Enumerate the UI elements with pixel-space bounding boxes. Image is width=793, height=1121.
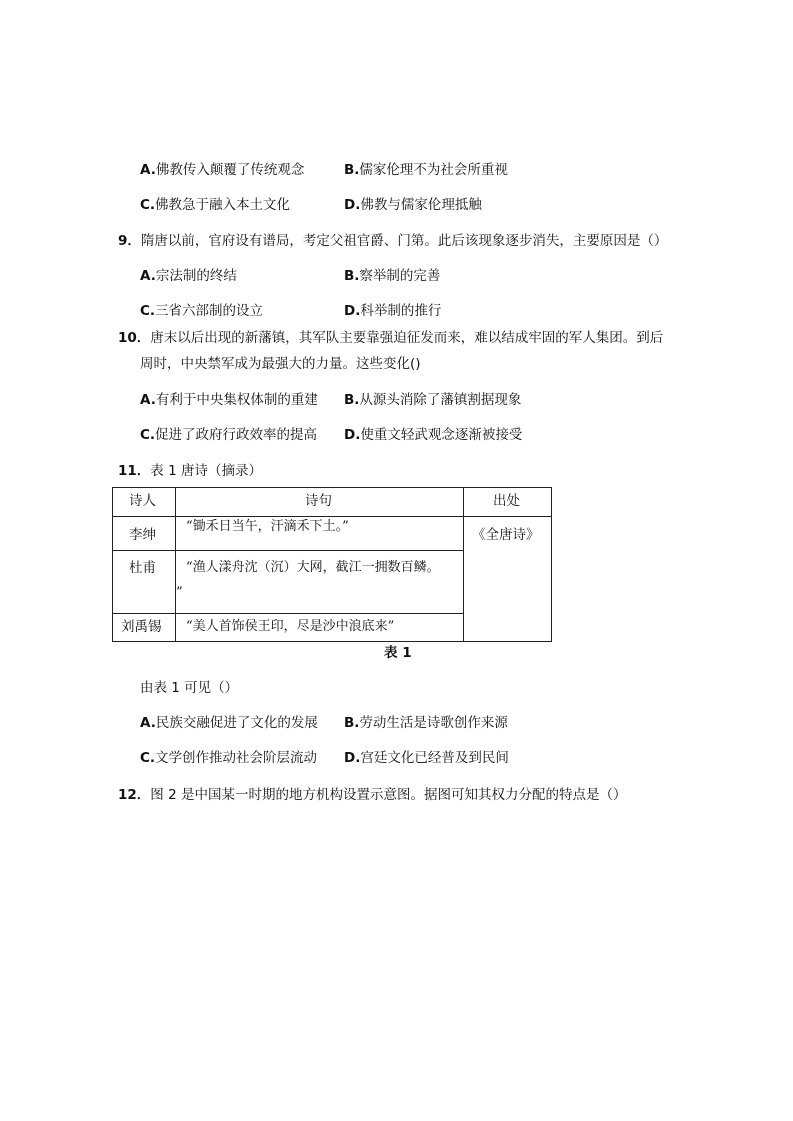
option-text: 劳动生活是诗歌创作来源 — [359, 715, 508, 731]
q10-option-a — [140, 391, 318, 409]
option-letter: D. — [344, 197, 361, 213]
option-text: 佛教传入颠覆了传统观念 — [155, 162, 305, 178]
q12-stem — [118, 786, 626, 804]
option-text: 儒家伦理不为社会所重视 — [359, 162, 508, 178]
q8-option-a — [140, 161, 304, 179]
table-poet: 杜甫 — [129, 560, 156, 576]
option-text: 宗法制的终结 — [155, 268, 237, 284]
option-letter: C. — [140, 303, 156, 319]
q11-option-a — [140, 714, 318, 732]
q8-option-b — [344, 161, 508, 179]
question-number: 10． — [118, 330, 151, 346]
option-letter: C. — [140, 197, 156, 213]
table-header-verse: 诗句 — [305, 493, 332, 509]
option-letter: B. — [344, 715, 360, 731]
q8-option-d — [344, 196, 482, 214]
option-letter: C. — [140, 750, 156, 766]
table-poet: 刘禹锡 — [121, 619, 162, 635]
table-verse: “美人首饰侯王印，尽是沙中浪底来” — [186, 619, 395, 634]
q10-option-d — [344, 426, 522, 444]
question-text: 唐末以后出现的新藩镇，其军队主要靠强迫征发而来，难以结成牢固的军人集团。到后 — [150, 330, 664, 346]
question-number: 11． — [118, 463, 151, 479]
option-text: 促进了政府行政效率的提高 — [155, 427, 318, 443]
question-number: 9． — [118, 233, 141, 249]
option-letter: B. — [344, 162, 360, 178]
question-text: 表 1 唐诗（摘录） — [150, 463, 262, 479]
q11-stem — [118, 462, 262, 480]
option-text: 使重文轻武观念逐渐被接受 — [360, 427, 523, 443]
option-letter: A. — [140, 162, 156, 178]
table-source: 《全唐诗》 — [472, 527, 540, 543]
table-poet: 李绅 — [129, 527, 156, 543]
option-text: 民族交融促进了文化的发展 — [155, 715, 318, 731]
table-verse-continuation: ” — [176, 585, 183, 600]
option-letter: A. — [140, 392, 156, 408]
table-verse: “锄禾日当午，汗滴禾下土。” — [186, 519, 349, 534]
option-letter: B. — [344, 392, 360, 408]
option-letter: A. — [140, 268, 156, 284]
option-text: 三省六部制的设立 — [155, 303, 264, 319]
option-text: 有利于中央集权体制的重建 — [155, 392, 318, 408]
option-text: 科举制的推行 — [360, 303, 442, 319]
table-header-source: 出处 — [493, 493, 520, 509]
option-text: 宫廷文化已经普及到民间 — [360, 750, 509, 766]
table-header-poet: 诗人 — [129, 493, 156, 509]
q11-option-b — [344, 714, 508, 732]
option-text: 从源头消除了藩镇割据现象 — [359, 392, 522, 408]
option-text: 察举制的完善 — [359, 268, 441, 284]
q8-option-c — [140, 196, 290, 214]
q9-option-a — [140, 267, 237, 285]
option-letter: C. — [140, 427, 156, 443]
q9-option-b — [344, 267, 440, 285]
question-number: 12． — [118, 787, 151, 803]
option-letter: B. — [344, 268, 360, 284]
q10-option-c — [140, 426, 317, 444]
q11-prompt: 由表 1 可见（） — [140, 680, 239, 696]
option-text: 佛教急于融入本土文化 — [155, 197, 291, 213]
option-letter: D. — [344, 750, 361, 766]
option-text: 佛教与儒家伦理抵触 — [360, 197, 482, 213]
option-letter: D. — [344, 427, 361, 443]
q10-stem-line2: 周时，中央禁军成为最强大的力量。这些变化() — [140, 356, 421, 372]
q9-stem — [118, 232, 667, 250]
question-text: 图 2 是中国某一时期的地方机构设置示意图。据图可知其权力分配的特点是（） — [150, 787, 627, 803]
q10-option-b — [344, 391, 521, 409]
option-letter: D. — [344, 303, 361, 319]
q11-option-d — [344, 749, 509, 767]
q9-option-c — [140, 302, 263, 320]
question-text: 隋唐以前，官府设有谱局，考定父祖官爵、门第。此后该现象逐步消失，主要原因是（） — [140, 233, 668, 249]
table-caption: 表 1 — [384, 645, 412, 661]
poetry-table — [112, 487, 552, 642]
table-verse: “渔人漾舟沈（沉）大网，截江一拥数百鳞。 — [186, 560, 440, 575]
option-text: 文学创作推动社会阶层流动 — [155, 750, 318, 766]
option-letter: A. — [140, 715, 156, 731]
q11-option-c — [140, 749, 317, 767]
q9-option-d — [344, 302, 441, 320]
q10-stem-line1 — [118, 329, 663, 347]
